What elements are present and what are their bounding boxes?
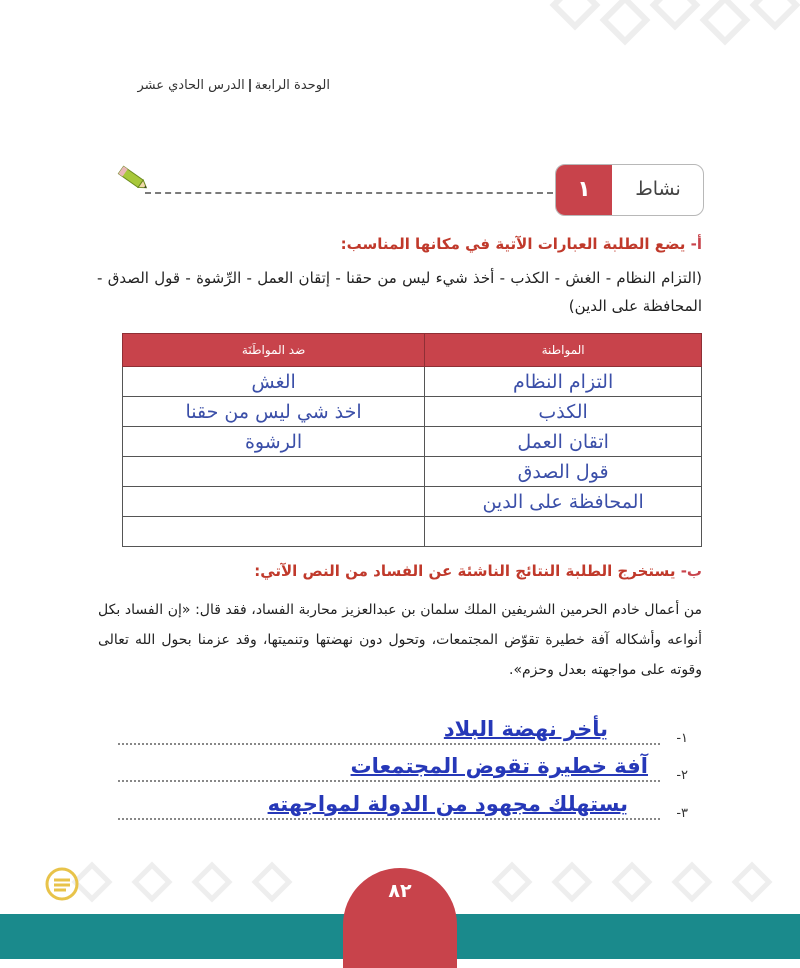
answer-dots [118,743,660,745]
section-a-instruction: يضع الطلبة العبارات الآتية في مكانها المناسب: [340,235,686,253]
table-row [123,487,702,517]
table-row [123,397,702,427]
page-header [137,78,330,93]
decorative-pattern [540,0,800,60]
table-cell[interactable]: قول الصدق [425,457,702,487]
answer-text: يأخر نهضة البلاد [443,717,608,741]
answer-number: ٣- [676,806,688,821]
column-header-citizenship: المواطنة [425,334,702,367]
table-cell[interactable] [123,517,425,547]
answer-line[interactable] [118,792,688,832]
activity-label: نشاط [635,178,681,200]
dashed-divider [145,192,553,194]
section-a-letter: أ- [690,235,702,253]
pencil-icon [116,164,150,194]
page-number: ٨٢ [388,880,412,902]
header-divider [249,79,251,92]
table-row [123,457,702,487]
table-row [123,517,702,547]
table-cell[interactable]: اخذ شي ليس من حقنا [123,397,425,427]
section-b-letter: ب- [680,562,702,580]
citizenship-table [122,333,702,547]
table-cell[interactable]: الغش [123,367,425,397]
table-row [123,367,702,397]
table-row [123,427,702,457]
activity-number: ١ [556,165,612,215]
answer-number: ٢- [676,768,688,783]
section-b-title [254,562,702,580]
unit-title: الوحدة الرابعة [254,78,330,93]
answer-line[interactable] [118,754,688,794]
section-b-instruction: يستخرج الطلبة النتائج الناشئة عن الفساد من النص الآتي: [254,562,676,580]
answer-dots [118,818,660,820]
publisher-logo-icon [44,866,80,902]
table-cell[interactable]: المحافظة على الدين [425,487,702,517]
table-cell[interactable] [425,517,702,547]
quote-paragraph: من أعمال خادم الحرمين الشريفين الملك سلمان بن عبدالعزيز محاربة الفساد، فقد قال: «إن الفساد بكل أنواعه وأشكاله آفة خطيرة تقوّض المجتمعات، وتحول دون نهضتها وتنميتها، وقد عزمنا بحول الله تعالى وقوته على مواجهته بعدل وحزم». [98,602,702,678]
column-header-anti-citizenship: ضد المواطَنَة [123,334,425,367]
table-cell[interactable]: الكذب [425,397,702,427]
section-a-title [341,235,702,253]
options-list: (التزام النظام - الغش - الكذب - أخذ شيء ليس من حقنا - إتقان العمل - الرِّشوة - قول الصدق - المحافظة على الدين) [97,269,702,315]
activity-badge [555,164,704,216]
table-cell[interactable]: الرشوة [123,427,425,457]
answer-line[interactable] [118,717,688,757]
table-cell[interactable]: اتقان العمل [425,427,702,457]
lesson-title: الدرس الحادي عشر [137,78,245,93]
answer-number: ١- [676,731,688,746]
answer-text: آفة خطيرة تقوض المجتمعات [350,754,648,778]
table-cell[interactable] [123,487,425,517]
answer-dots [118,780,660,782]
answer-text: يستهلك مجهود من الدولة لمواجهته [267,792,628,816]
table-cell[interactable] [123,457,425,487]
table-cell[interactable]: التزام النظام [425,367,702,397]
